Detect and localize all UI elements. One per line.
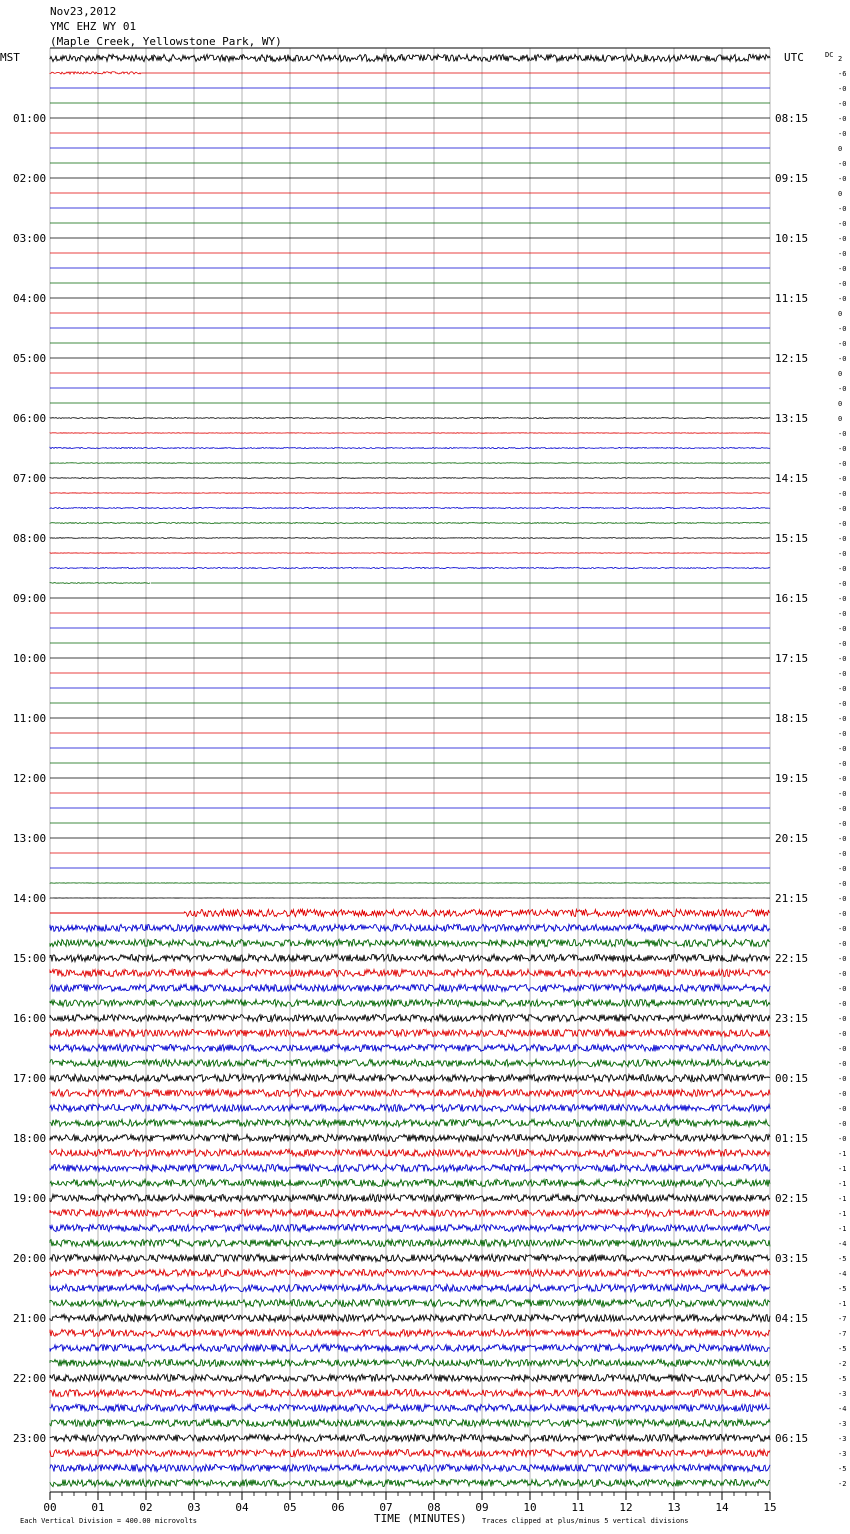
trace-row [50, 1449, 770, 1456]
utc-hour-label: 16:15 [775, 592, 809, 605]
mst-hour-label: 19:00 [13, 1192, 47, 1205]
mst-hour-label: 07:00 [13, 472, 47, 485]
dc-offset-label: -5 [838, 1345, 847, 1353]
x-tick-label: 10 [523, 1501, 537, 1514]
dc-offset-label: -0 [838, 730, 847, 738]
trace-row [50, 1194, 770, 1201]
utc-hour-label: 09:15 [775, 172, 809, 185]
dc-offset-label: -6 [838, 70, 847, 78]
dc-offset-label: -2 [838, 1360, 847, 1368]
trace-row [50, 1359, 770, 1366]
dc-offset-label: -0 [838, 460, 847, 468]
dc-offset-label: -0 [838, 85, 847, 93]
dc-label: DC [825, 51, 834, 59]
dc-offset-label: -0 [838, 205, 847, 213]
dc-offset-label: -4 [838, 1270, 847, 1278]
utc-hour-label: 03:15 [775, 1252, 809, 1265]
utc-hour-label: 04:15 [775, 1312, 809, 1325]
utc-hour-label: 12:15 [775, 352, 809, 365]
trace-row [50, 1434, 770, 1441]
x-axis-title: TIME (MINUTES) [374, 1512, 467, 1525]
utc-hour-label: 08:15 [775, 112, 809, 125]
utc-hour-label: 20:15 [775, 832, 809, 845]
dc-offset-label: 0 [838, 415, 843, 423]
trace-row [50, 909, 769, 916]
x-tick-label: 06 [331, 1501, 345, 1514]
dc-offset-label: -0 [838, 1015, 847, 1023]
dc-offset-label: -0 [838, 340, 847, 348]
x-tick-label: 09 [475, 1501, 489, 1514]
dc-offset-label: -0 [838, 565, 847, 573]
dc-offset-label: -0 [838, 1090, 847, 1098]
utc-hour-label: 00:15 [775, 1072, 809, 1085]
mst-hour-label: 04:00 [13, 292, 47, 305]
dc-offset-label: -0 [838, 580, 847, 588]
x-tick-label: 01 [91, 1501, 105, 1514]
seismogram-labels [13, 55, 846, 1514]
trace-row [50, 1374, 770, 1381]
dc-offset-label: -0 [838, 115, 847, 123]
utc-hour-label: 21:15 [775, 892, 809, 905]
dc-offset-label: -3 [838, 1435, 847, 1443]
dc-offset-label: -0 [838, 280, 847, 288]
trace-row [50, 924, 770, 931]
dc-offset-label: -0 [838, 1135, 847, 1143]
trace-row [50, 507, 770, 508]
dc-offset-label: -1 [838, 1225, 847, 1233]
mst-hour-label: 17:00 [13, 1072, 47, 1085]
trace-row [50, 54, 770, 61]
dc-offset-label: -0 [838, 880, 847, 888]
right-timezone-label: UTC [784, 51, 804, 64]
dc-offset-label: -0 [838, 385, 847, 393]
x-tick-label: 00 [43, 1501, 57, 1514]
dc-offset-label: 2 [838, 55, 843, 63]
station-code: YMC EHZ WY 01 [50, 20, 137, 33]
dc-offset-label: -0 [838, 1120, 847, 1128]
dc-offset-label: -5 [838, 1255, 847, 1263]
utc-hour-label: 18:15 [775, 712, 809, 725]
utc-hour-label: 11:15 [775, 292, 809, 305]
dc-offset-label: -0 [838, 175, 847, 183]
x-tick-label: 02 [139, 1501, 153, 1514]
utc-hour-label: 17:15 [775, 652, 809, 665]
dc-offset-label: -0 [838, 520, 847, 528]
dc-offset-label: -0 [838, 430, 847, 438]
dc-offset-label: -0 [838, 550, 847, 558]
trace-row [50, 1149, 770, 1156]
mst-hour-label: 15:00 [13, 952, 47, 965]
x-tick-label: 05 [283, 1501, 297, 1514]
mst-hour-label: 14:00 [13, 892, 47, 905]
utc-hour-label: 02:15 [775, 1192, 809, 1205]
dc-offset-label: 0 [838, 370, 843, 378]
dc-offset-label: -3 [838, 1450, 847, 1458]
mst-hour-label: 01:00 [13, 112, 47, 125]
dc-offset-label: -0 [838, 160, 847, 168]
trace-row [50, 1269, 770, 1276]
trace-row [50, 1389, 770, 1396]
dc-offset-label: -1 [838, 1165, 847, 1173]
dc-offset-label: -1 [838, 1195, 847, 1203]
trace-row [50, 478, 770, 479]
dc-offset-label: 0 [838, 145, 843, 153]
dc-offset-label: -0 [838, 970, 847, 978]
dc-offset-label: -5 [838, 1285, 847, 1293]
x-tick-label: 14 [715, 1501, 729, 1514]
dc-offset-label: -0 [838, 655, 847, 663]
dc-offset-label: -0 [838, 595, 847, 603]
dc-offset-label: -1 [838, 1300, 847, 1308]
trace-row [50, 999, 770, 1006]
trace-row [50, 418, 770, 419]
x-tick-label: 13 [667, 1501, 681, 1514]
dc-offset-label: -4 [838, 1405, 847, 1413]
utc-hour-label: 23:15 [775, 1012, 809, 1025]
dc-offset-label: 0 [838, 310, 843, 318]
x-tick-label: 03 [187, 1501, 201, 1514]
utc-hour-label: 13:15 [775, 412, 809, 425]
dc-offset-label: -0 [838, 805, 847, 813]
dc-offset-label: -0 [838, 940, 847, 948]
dc-offset-label: -0 [838, 1105, 847, 1113]
trace-row [50, 1059, 770, 1066]
utc-hour-label: 22:15 [775, 952, 809, 965]
mst-hour-label: 23:00 [13, 1432, 47, 1445]
trace-row [50, 984, 770, 991]
dc-offset-label: -1 [838, 1180, 847, 1188]
dc-offset-label: -3 [838, 1390, 847, 1398]
trace-row [50, 969, 770, 976]
dc-offset-label: -0 [838, 1075, 847, 1083]
trace-row [50, 1239, 770, 1246]
dc-offset-label: -0 [838, 670, 847, 678]
dc-offset-label: -0 [838, 910, 847, 918]
trace-row [50, 1134, 770, 1141]
station-location: (Maple Creek, Yellowstone Park, WY) [50, 35, 282, 48]
mst-hour-label: 02:00 [13, 172, 47, 185]
dc-offset-label: -3 [838, 1420, 847, 1428]
dc-offset-label: -7 [838, 1330, 847, 1338]
trace-row [50, 1254, 770, 1261]
dc-offset-label: -0 [838, 745, 847, 753]
dc-offset-label: -0 [838, 925, 847, 933]
trace-row [50, 1314, 770, 1321]
trace-row [50, 538, 770, 539]
utc-hour-label: 10:15 [775, 232, 809, 245]
dc-offset-label: -0 [838, 265, 847, 273]
dc-offset-label: -0 [838, 505, 847, 513]
dc-offset-label: -4 [838, 1240, 847, 1248]
trace-row [50, 583, 770, 584]
utc-hour-label: 14:15 [775, 472, 809, 485]
trace-row [50, 939, 770, 946]
utc-hour-label: 19:15 [775, 772, 809, 785]
dc-offset-label: -2 [838, 1480, 847, 1488]
seismogram-grid [50, 48, 770, 1500]
dc-offset-label: -0 [838, 715, 847, 723]
dc-offset-label: -0 [838, 535, 847, 543]
utc-hour-label: 15:15 [775, 532, 809, 545]
dc-offset-label: -0 [838, 700, 847, 708]
dc-offset-label: -0 [838, 865, 847, 873]
mst-hour-label: 08:00 [13, 532, 47, 545]
trace-row [50, 447, 770, 448]
dc-offset-label: -0 [838, 775, 847, 783]
mst-hour-label: 05:00 [13, 352, 47, 365]
dc-offset-label: -0 [838, 985, 847, 993]
dc-offset-label: -0 [838, 1000, 847, 1008]
dc-offset-label: -0 [838, 130, 847, 138]
scale-note: Each Vertical Division = 400.00 microvolts [20, 1517, 198, 1525]
dc-offset-label: -7 [838, 1315, 847, 1323]
dc-offset-label: -0 [838, 325, 847, 333]
mst-hour-label: 20:00 [13, 1252, 47, 1265]
trace-row [50, 72, 770, 74]
dc-offset-label: -0 [838, 820, 847, 828]
trace-row [50, 1179, 770, 1186]
mst-hour-label: 13:00 [13, 832, 47, 845]
dc-offset-label: -0 [838, 220, 847, 228]
dc-offset-label: -0 [838, 355, 847, 363]
trace-row [50, 1284, 770, 1291]
trace-row [50, 1029, 770, 1036]
dc-offset-label: -0 [838, 640, 847, 648]
dc-offset-label: -0 [838, 895, 847, 903]
trace-row [50, 523, 770, 524]
trace-row [50, 1329, 770, 1336]
mst-hour-label: 10:00 [13, 652, 47, 665]
trace-row [50, 1044, 770, 1051]
x-tick-label: 11 [571, 1501, 585, 1514]
mst-hour-label: 06:00 [13, 412, 47, 425]
mst-hour-label: 22:00 [13, 1372, 47, 1385]
dc-offset-label: -0 [838, 790, 847, 798]
mst-hour-label: 18:00 [13, 1132, 47, 1145]
x-tick-label: 07 [379, 1501, 393, 1514]
trace-row [50, 1464, 770, 1471]
dc-offset-label: -0 [838, 1060, 847, 1068]
dc-offset-label: -0 [838, 685, 847, 693]
dc-offset-label: -0 [838, 955, 847, 963]
dc-offset-label: -0 [838, 100, 847, 108]
trace-row [50, 954, 770, 961]
trace-row [50, 1014, 770, 1021]
dc-offset-label: -5 [838, 1375, 847, 1383]
utc-hour-label: 06:15 [775, 1432, 809, 1445]
x-tick-label: 04 [235, 1501, 249, 1514]
dc-offset-label: -1 [838, 1210, 847, 1218]
dc-offset-label: -0 [838, 250, 847, 258]
mst-hour-label: 09:00 [13, 592, 47, 605]
trace-row [50, 1074, 770, 1081]
dc-offset-label: -0 [838, 475, 847, 483]
trace-row [50, 463, 770, 464]
dc-offset-label: -1 [838, 1150, 847, 1158]
dc-offset-label: -0 [838, 850, 847, 858]
dc-offset-label: 0 [838, 190, 843, 198]
clip-note: Traces clipped at plus/minus 5 vertical divisions [482, 1517, 689, 1525]
trace-row [50, 567, 770, 568]
trace-row [50, 1299, 770, 1306]
dc-offset-label: -0 [838, 445, 847, 453]
trace-row [50, 1419, 770, 1426]
mst-hour-label: 16:00 [13, 1012, 47, 1025]
dc-offset-label: -0 [838, 490, 847, 498]
utc-hour-label: 05:15 [775, 1372, 809, 1385]
dc-offset-label: -0 [838, 625, 847, 633]
dc-offset-label: -0 [838, 610, 847, 618]
trace-row [50, 1089, 770, 1096]
trace-row [50, 1119, 770, 1126]
seismogram-traces [50, 54, 770, 1486]
mst-hour-label: 03:00 [13, 232, 47, 245]
left-timezone-label: MST [0, 51, 20, 64]
trace-row [50, 1209, 770, 1216]
trace-row [50, 1404, 770, 1411]
dc-offset-label: -0 [838, 295, 847, 303]
dc-offset-label: -0 [838, 760, 847, 768]
station-date: Nov23,2012 [50, 5, 117, 18]
trace-row [50, 1164, 770, 1171]
mst-hour-label: 12:00 [13, 772, 47, 785]
dc-offset-label: -5 [838, 1465, 847, 1473]
trace-row [50, 1104, 770, 1111]
dc-offset-label: -0 [838, 835, 847, 843]
dc-offset-label: -0 [838, 235, 847, 243]
dc-offset-label: -0 [838, 1045, 847, 1053]
mst-hour-label: 21:00 [13, 1312, 47, 1325]
x-tick-label: 15 [763, 1501, 777, 1514]
x-tick-label: 12 [619, 1501, 633, 1514]
trace-row [50, 1479, 770, 1486]
trace-row [50, 1344, 770, 1351]
mst-hour-label: 11:00 [13, 712, 47, 725]
dc-offset-label: -0 [838, 1030, 847, 1038]
trace-row [50, 1224, 770, 1231]
x-tick-label: 08 [427, 1501, 441, 1514]
dc-offset-label: 0 [838, 400, 843, 408]
utc-hour-label: 01:15 [775, 1132, 809, 1145]
